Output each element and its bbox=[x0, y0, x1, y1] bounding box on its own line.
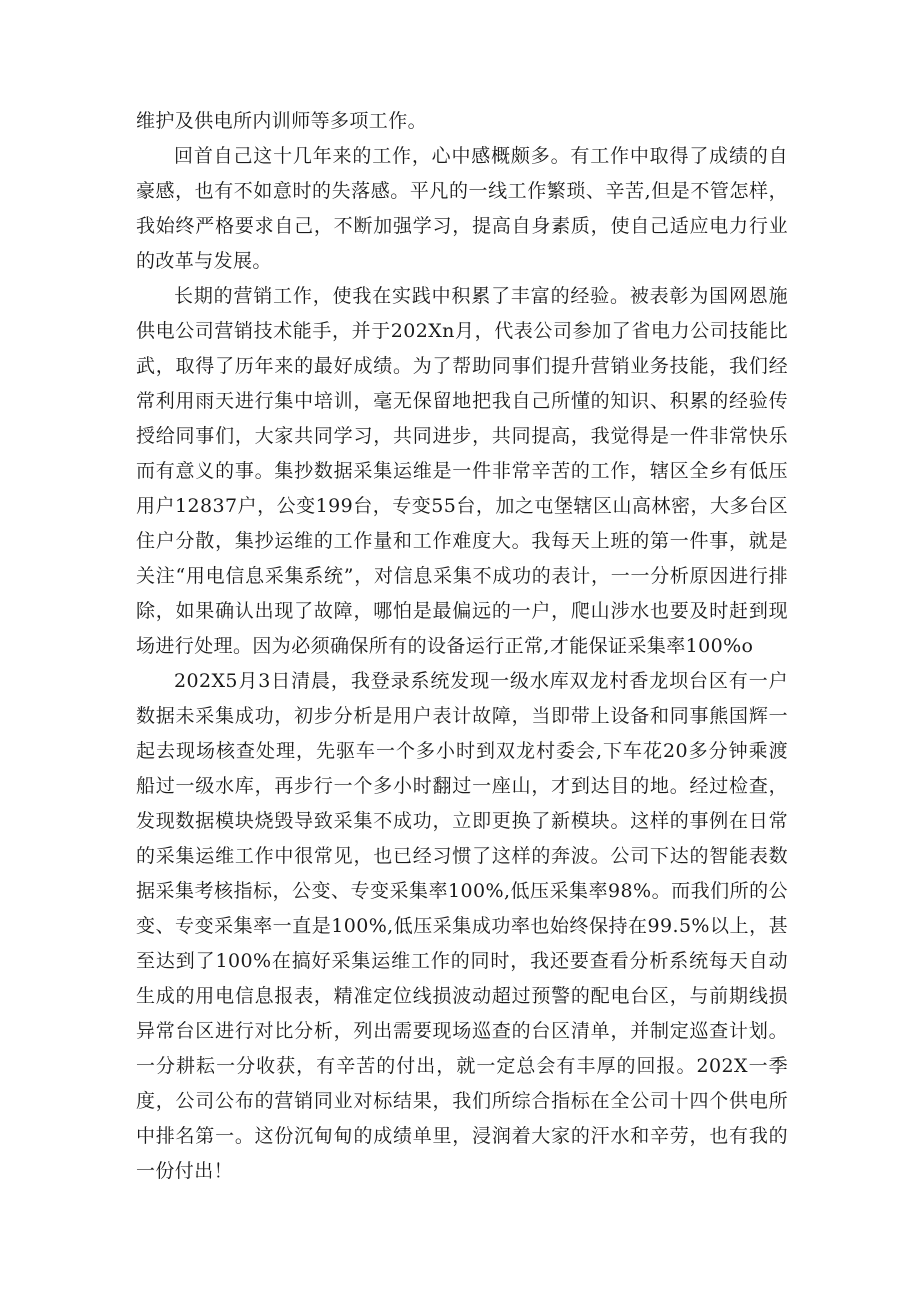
paragraph-field-example: 202X5月3日清晨，我登录系统发现一级水库双龙村香龙坝台区有一户数据未采集成功，初步分析是用户表计故障，当即带上设备和同事熊国辉一起去现场核查处理，先驱车一个多小时到双龙村委会,下车花20多分钟乘渡船过一级水库，再步行一个多小时翻过一座山，才到达目的地。经过检查，发现数据模块烧毁导致采集不成功，立即更换了新模块。这样的事例在日常的采集运维工作中很常见，也已经习惯了这样的奔波。公司下达的智能表数据采集考核指标，公变、专变采集率100%,低压采集率98%。而我们所的公变、专变采集率一直是100%,低压采集成功率也始终保持在99.5%以上，甚至达到了100%在搞好采集运维工作的同时，我还要查看分析系统每天自动生成的用电信息报表，精准定位线损波动超过预警的配电台区，与前期线损异常台区进行对比分析，列出需要现场巡查的台区清单，并制定巡查计划。一分耕耘一分收获，有辛苦的付出，就一定总会有丰厚的回报。202X一季度，公司公布的营销同业对标结果，我们所综合指标在全公司十四个供电所中排名第一。这份沉甸甸的成绩单里，浸润着大家的汗水和辛劳，也有我的一份付出！ bbox=[136, 670, 788, 1182]
paragraph-marketing-experience: 长期的营销工作，使我在实践中积累了丰富的经验。被表彰为国网恩施供电公司营销技术能手，并于202Xn月，代表公司参加了省电力公司技能比武，取得了历年来的最好成绩。为了帮助同事们提升营销业务技能，我们经常利用雨天进行集中培训，毫无保留地把我自己所懂的知识、积累的经验传授给同事们，大家共同学习，共同进步，共同提高，我觉得是一件非常快乐而有意义的事。集抄数据采集运维是一件非常辛苦的工作，辖区全乡有低压用户12837户，公变199台，专变55台，加之屯堡辖区山高林密，大多台区住户分散，集抄运维的工作量和工作难度大。我每天上班的第一件事，就是关注“用电信息采集系统”，对信息采集不成功的表计，一一分析原因进行排除，如果确认出现了故障，哪怕是最偏远的一户，爬山涉水也要及时赶到现场进行处理。因为必须确保所有的设备运行正常,才能保证采集率100%o bbox=[136, 285, 788, 657]
document-body bbox=[136, 104, 788, 1189]
paragraph-reflection: 回首自己这十几年来的工作，心中感概颇多。有工作中取得了成绩的自豪感，也有不如意时的失落感。平凡的一线工作繁琐、辛苦,但是不管怎样，我始终严格要求自己，不断加强学习，提高自身素质，使自己适应电力行业的改革与发展。 bbox=[136, 145, 788, 272]
paragraph-continuation: 维护及供电所内训师等多项工作。 bbox=[136, 110, 428, 132]
